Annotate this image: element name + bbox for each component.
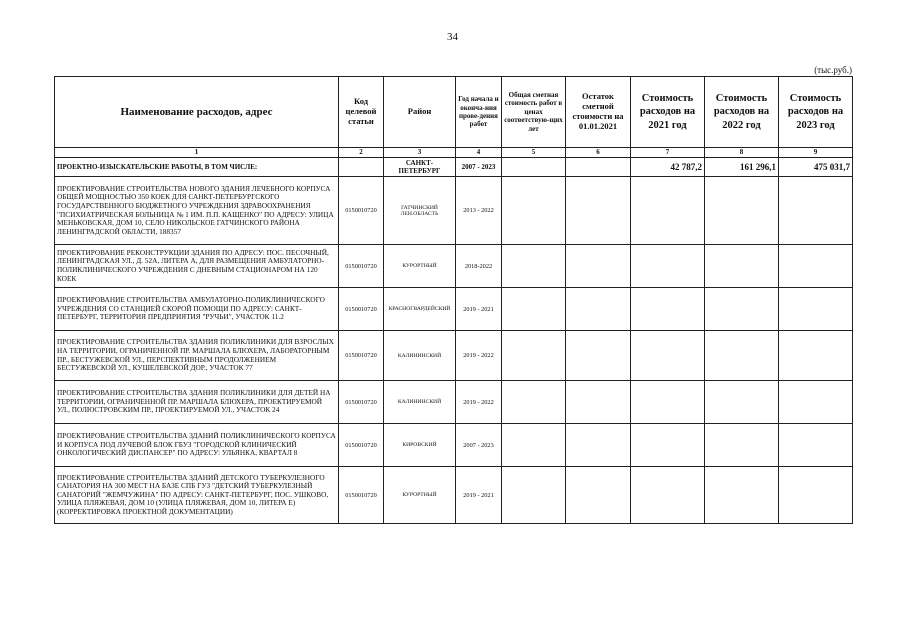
row-years: 2019 - 2022 [456, 381, 502, 424]
table-row [55, 245, 853, 288]
row-cost-2021 [631, 245, 705, 288]
row-cost-2022 [705, 288, 779, 331]
row-district: КУРОРТНЫЙ [384, 467, 456, 524]
row-cost-2021 [631, 424, 705, 467]
row-years: 2019 - 2021 [456, 288, 502, 331]
row-remainder [566, 177, 631, 245]
row-cost-2022 [705, 331, 779, 381]
summary-row [55, 158, 853, 177]
page-number: 34 [447, 31, 458, 43]
row-estimate [502, 245, 566, 288]
row-name: ПРОЕКТИРОВАНИЕ СТРОИТЕЛЬСТВА АМБУЛАТОРНО-ПОЛИКЛИНИЧЕСКОГО УЧРЕЖДЕНИЯ СО СТАНЦИЕЙ СКОРОЙ ПОМОЩИ ПО АДРЕСУ: САНКТ-ПЕТЕРБУРГ, ТЕРРИТОРИЯ ПРЕДПРИЯТИЯ "РУЧЬИ", УЧАСТОК 11.2 [55, 288, 339, 331]
row-years: 2013 - 2022 [456, 177, 502, 245]
summary-estimate [502, 158, 566, 177]
row-cost-2023 [779, 331, 853, 381]
summary-code [339, 158, 384, 177]
row-cost-2022 [705, 245, 779, 288]
row-name: ПРОЕКТИРОВАНИЕ СТРОИТЕЛЬСТВА ЗДАНИЯ ПОЛИКЛИНИКИ ДЛЯ ВЗРОСЛЫХ НА ТЕРРИТОРИИ, ОГРАНИЧЕННОЙ ПР. МАРШАЛА БЛЮХЕРА, ЛАБОРАТОРНЫМ ПР., БЕСТУЖЕВСКОЙ УЛ., ПЕРСПЕКТИВНЫМ ПРОДОЛЖЕНИЕМ БЕСТУЖЕВСКОЙ УЛ., КУШЕЛЕВСКОЙ ДОР., УЧАСТОК 77 [55, 331, 339, 381]
row-cost-2021 [631, 331, 705, 381]
row-name: ПРОЕКТИРОВАНИЕ СТРОИТЕЛЬСТВА НОВОГО ЗДАНИЯ ЛЕЧЕБНОГО КОРПУСА ОБЩЕЙ МОЩНОСТЬЮ 350 КОЕК ДЛЯ САНКТ-ПЕТЕРБУРГСКОГО ГОСУДАРСТВЕННОГО БЮДЖЕТНОГО УЧРЕЖДЕНИЯ ЗДРАВООХРАНЕНИЯ "ПСИХИАТРИЧЕСКАЯ БОЛЬНИЦА № 1 ИМ. П.П. КАЩЕНКО" ПО АДРЕСУ: УЛИЦА МЕНЬКОВСКАЯ, ДОМ 10, СЕЛО НИКОЛЬСКОЕ ГАТЧИНСКОГО РАЙОНА ЛЕНИНГРАДСКОЙ ОБЛАСТИ, 188357 [55, 177, 339, 245]
row-cost-2023 [779, 177, 853, 245]
row-name: ПРОЕКТИРОВАНИЕ СТРОИТЕЛЬСТВА ЗДАНИЙ ДЕТСКОГО ТУБЕРКУЛЕЗНОГО САНАТОРИЯ НА 300 МЕСТ НА БАЗЕ СПБ ГУЗ "ДЕТСКИЙ ТУБЕРКУЛЕЗНЫЙ САНАТОРИЙ "ЖЕМЧУЖИНА" ПО АДРЕСУ: САНКТ-ПЕТЕРБУРГ, ПОС. УШКОВО, УЛИЦА ПЛЯЖЕВАЯ, ДОМ 10 (УЛИЦА ПЛЯЖЕВАЯ, ДОМ 10, ЛИТЕРА Е) (КОРРЕКТИРОВКА ПРОЕКТНОЙ ДОКУМЕНТАЦИИ) [55, 467, 339, 524]
row-estimate [502, 381, 566, 424]
summary-name: ПРОЕКТНО-ИЗЫСКАТЕЛЬСКИЕ РАБОТЫ, В ТОМ ЧИСЛЕ: [55, 158, 339, 177]
header-row [55, 77, 853, 148]
row-cost-2023 [779, 245, 853, 288]
column-number: 3 [384, 148, 456, 158]
column-number-row [55, 148, 853, 158]
row-cost-2021 [631, 467, 705, 524]
row-district: КРАСНОГВАРДЕЙСКИЙ [384, 288, 456, 331]
header-code: Код целевой статьи [339, 77, 384, 148]
column-number: 4 [456, 148, 502, 158]
row-years: 2018-2022 [456, 245, 502, 288]
row-remainder [566, 424, 631, 467]
row-code: 0150010720 [339, 381, 384, 424]
row-cost-2022 [705, 177, 779, 245]
row-name: ПРОЕКТИРОВАНИЕ РЕКОНСТРУКЦИИ ЗДАНИЯ ПО АДРЕСУ: ПОС. ПЕСОЧНЫЙ, ЛЕНИНГРАДСКАЯ УЛ., Д. 52А, ЛИТЕРА А, ДЛЯ РАЗМЕЩЕНИЯ АМБУЛАТОРНО-ПОЛИКЛИНИЧЕСКОГО УЧРЕЖДЕНИЯ С ДНЕВНЫМ СТАЦИОНАРОМ НА 120 КОЕК [55, 245, 339, 288]
row-remainder [566, 245, 631, 288]
table-row [55, 288, 853, 331]
summary-district: САНКТ-ПЕТЕРБУРГ [384, 158, 456, 177]
row-district: КАЛИНИНСКИЙ [384, 381, 456, 424]
row-cost-2023 [779, 381, 853, 424]
column-number: 2 [339, 148, 384, 158]
row-district: КАЛИНИНСКИЙ [384, 331, 456, 381]
header-estimate: Общая сметная стоимость работ в ценах соответствую-щих лет [502, 77, 566, 148]
row-years: 2019 - 2021 [456, 467, 502, 524]
row-code: 0150010720 [339, 331, 384, 381]
table-row [55, 177, 853, 245]
table-row [55, 381, 853, 424]
units-label: (тыс.руб.) [814, 65, 852, 75]
row-name: ПРОЕКТИРОВАНИЕ СТРОИТЕЛЬСТВА ЗДАНИЙ ПОЛИКЛИНИЧЕСКОГО КОРПУСА И КОРПУСА ПОД ЛУЧЕВОЙ БЛОК ГБУЗ "ГОРОДСКОЙ КЛИНИЧЕСКИЙ ОНКОЛОГИЧЕСКИЙ ДИСПАНСЕР" ПО АДРЕСУ: УЛЬЯНКА, КВАРТАЛ 8 [55, 424, 339, 467]
budget-table [54, 76, 853, 524]
row-cost-2022 [705, 381, 779, 424]
table-row [55, 467, 853, 524]
header-cost-2022: Стоимость расходов на 2022 год [705, 77, 779, 148]
row-district: КУРОРТНЫЙ [384, 245, 456, 288]
row-district: КИРОВСКИЙ [384, 424, 456, 467]
row-code: 0150010720 [339, 288, 384, 331]
column-number: 7 [631, 148, 705, 158]
row-district: ГАТЧИНСКИЙ ЛЕН.ОБЛАСТЬ [384, 177, 456, 245]
row-remainder [566, 288, 631, 331]
row-estimate [502, 331, 566, 381]
row-remainder [566, 381, 631, 424]
table-row [55, 424, 853, 467]
summary-years: 2007 - 2023 [456, 158, 502, 177]
summary-remainder [566, 158, 631, 177]
row-cost-2023 [779, 424, 853, 467]
row-cost-2022 [705, 424, 779, 467]
row-remainder [566, 467, 631, 524]
summary-cost-2022: 161 296,1 [705, 158, 779, 177]
row-code: 0150010720 [339, 245, 384, 288]
column-number: 1 [55, 148, 339, 158]
row-cost-2021 [631, 381, 705, 424]
header-name: Наименование расходов, адрес [55, 77, 339, 148]
header-years: Год начала и оконча-ния прове-дения работ [456, 77, 502, 148]
row-estimate [502, 424, 566, 467]
row-estimate [502, 467, 566, 524]
column-number: 6 [566, 148, 631, 158]
row-cost-2021 [631, 177, 705, 245]
row-cost-2023 [779, 288, 853, 331]
row-cost-2023 [779, 467, 853, 524]
row-years: 2007 - 2023 [456, 424, 502, 467]
row-years: 2019 - 2022 [456, 331, 502, 381]
row-estimate [502, 288, 566, 331]
column-number: 5 [502, 148, 566, 158]
row-remainder [566, 331, 631, 381]
column-number: 8 [705, 148, 779, 158]
column-number: 9 [779, 148, 853, 158]
row-code: 0150010720 [339, 177, 384, 245]
row-cost-2022 [705, 467, 779, 524]
row-code: 0150010720 [339, 424, 384, 467]
header-cost-2023: Стоимость расходов на 2023 год [779, 77, 853, 148]
row-estimate [502, 177, 566, 245]
row-code: 0150010720 [339, 467, 384, 524]
header-cost-2021: Стоимость расходов на 2021 год [631, 77, 705, 148]
table-row [55, 331, 853, 381]
summary-cost-2021: 42 787,2 [631, 158, 705, 177]
header-district: Район [384, 77, 456, 148]
row-name: ПРОЕКТИРОВАНИЕ СТРОИТЕЛЬСТВА ЗДАНИЯ ПОЛИКЛИНИКИ ДЛЯ ДЕТЕЙ НА ТЕРРИТОРИИ, ОГРАНИЧЕННОЙ ПР. МАРШАЛА БЛЮХЕРА, ПРОЕКТИРУЕМОЙ УЛ., ПОЛЮСТРОВСКИМ ПР., ПРОЕКТИРУЕМОЙ УЛ., УЧАСТОК 24 [55, 381, 339, 424]
row-cost-2021 [631, 288, 705, 331]
summary-cost-2023: 475 031,7 [779, 158, 853, 177]
header-remainder: Остаток сметной стоимости на 01.01.2021 [566, 77, 631, 148]
